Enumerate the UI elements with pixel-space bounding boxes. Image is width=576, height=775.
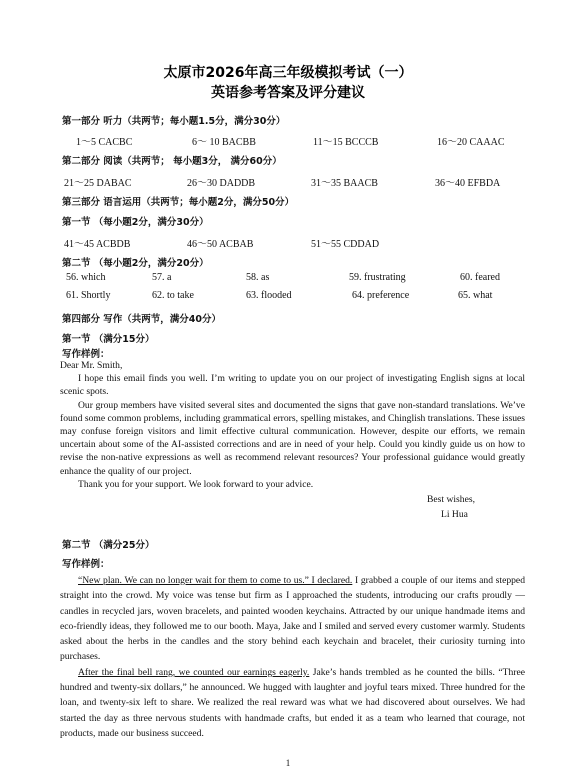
story-paragraph — [60, 573, 525, 665]
blank-answer: 62. to take — [152, 290, 194, 301]
part3-section1-answer-group: 46～50 ACBAB — [187, 239, 254, 250]
blank-answer: 61. Shortly — [66, 290, 111, 301]
part2-answer-group: 31～35 BAACB — [311, 178, 378, 189]
letter-closing: Best wishes, — [427, 494, 475, 505]
part2-answer-group: 21～25 DABAC — [64, 178, 132, 189]
part1-answer-group: 6～ 10 BACBB — [192, 137, 256, 148]
underlined-opening-sentence: After the final bell rang, we counted our earnings eagerly. — [78, 666, 310, 678]
part1-heading: 第一部分 听力（共两节；每小题1.5分，满分30分） — [62, 116, 286, 127]
sample-story — [60, 573, 525, 741]
sample-label: 写作样例： — [62, 559, 110, 570]
letter-paragraph: Thank you for your support. We look forward to your advice. — [78, 478, 314, 490]
blank-answer: 65. what — [458, 290, 493, 301]
underlined-opening-sentence: “New plan. We can no longer wait for them to come to us.” I declared. — [78, 575, 353, 586]
letter-signature: Li Hua — [441, 509, 468, 520]
blank-answer: 58. as — [246, 272, 270, 283]
sample-letter — [60, 359, 525, 491]
part2-answer-group: 26～30 DADDB — [187, 178, 256, 189]
part1-answer-group: 16～20 CAAAC — [437, 137, 505, 148]
blank-answer: 64. preference — [352, 290, 410, 301]
part3-section2-heading: 第二节 （每小题2分，满分20分） — [62, 258, 209, 269]
part4-section1-heading: 第一节 （满分15分） — [62, 334, 155, 345]
part3-heading: 第三部分 语言运用（共两节；每小题2分，满分50分） — [62, 197, 295, 208]
part3-section1-heading: 第一节 （每小题2分，满分30分） — [62, 217, 209, 228]
story-text: Jake’s hands trembled as he counted the bills. “Three hundred and twenty-six dollars,” he announced. We hugged with laughter and joyful tears mixed. Three hundred for the loan, and twenty-six left to share. We realized the real reward was what we had discovered about ourselves. We had started the day as three nervous students with handmade crafts, but ended it as a team who learned that courage, not products, made our business succeed. — [60, 666, 526, 739]
page-number: 1 — [285, 758, 291, 768]
letter-paragraph: I hope this email finds you well. I’m writing to update you on our project of investigating English signs at local scenic spots. — [60, 373, 525, 398]
sample-label: 写作样例： — [62, 349, 110, 360]
part3-section1-answer-group: 51～55 CDDAD — [311, 239, 380, 250]
part2-heading: 第二部分 阅读（共两节； 每小题3分， 满分60分） — [62, 156, 282, 167]
story-text: I grabbed a couple of our items and stepped straight into the crowd. My voice was tense but firm as I approached the students, introducing our crafts proudly — candles in recycled jars, woven bracelets, and painted wooden keychains. Attracted by our unique handmade items and eco-friendly ideas, they followed me to our booth. Maya, Jake and I smiled and served every customer warmly. Students asked about the herbs in the candles and the story behind each keychain and bracelet, their curiosity turning into purchases. — [60, 575, 525, 663]
exam-subtitle: 英语参考答案及评分建议 — [211, 85, 365, 101]
blank-answer: 59. frustrating — [349, 272, 406, 283]
exam-title: 太原市2026年高三年级模拟考试（一） — [163, 65, 413, 81]
part3-section1-answer-group: 41～45 ACBDB — [64, 239, 131, 250]
letter-paragraph: Our group members have visited several sites and documented the signs that gave non-standard translations. We’ve found some common problems, including grammatical errors, spelling mistakes, and Chinglish translations. These issues may confuse foreign visitors and limit effective cultural communication. However, despite our efforts, we remain uncertain about some of the AI-assisted corrections and are in need of your help. Could you kindly guide us on how to revise the non-native expressions as well as recommend relevant resources? Your professional guidance would greatly enhance the quality of our project. — [60, 399, 525, 477]
part1-answer-group: 11～15 BCCCB — [313, 137, 379, 148]
part4-section2-heading: 第二节 （满分25分） — [62, 540, 155, 551]
blank-answer: 57. a — [152, 272, 172, 283]
part2-answer-group: 36～40 EFBDA — [435, 178, 501, 189]
blank-answer: 56. which — [66, 272, 106, 283]
story-paragraph — [60, 665, 525, 741]
part1-answer-group: 1～5 CACBC — [76, 137, 133, 148]
blank-answer: 63. flooded — [246, 290, 292, 301]
blank-answer: 60. feared — [460, 272, 500, 283]
letter-greeting: Dear Mr. Smith, — [60, 360, 123, 371]
part4-heading: 第四部分 写作（共两节，满分40分） — [62, 314, 222, 325]
